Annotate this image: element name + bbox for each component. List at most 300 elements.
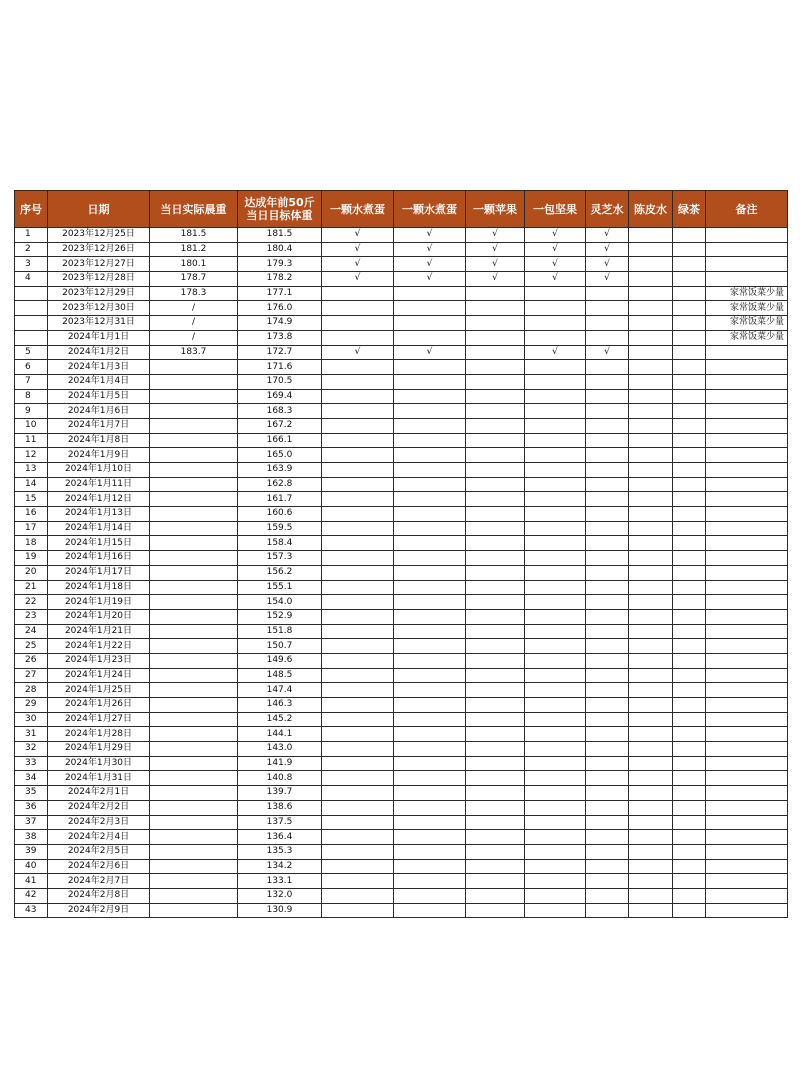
cell-green-tea [673,859,706,874]
cell-boiled-egg-1: √ [322,228,394,243]
table-row [15,272,788,287]
cell-lingzhi-water [586,595,629,610]
cell-boiled-egg-2 [394,624,466,639]
header-boiled-egg-1: 一颗水煮蛋 [322,191,394,228]
cell-boiled-egg-2 [394,595,466,610]
cell-green-tea [673,815,706,830]
cell-green-tea [673,668,706,683]
cell-boiled-egg-1: √ [322,242,394,257]
cell-nuts [525,433,586,448]
cell-nuts [525,521,586,536]
cell-date: 2024年1月21日 [48,624,150,639]
cell-boiled-egg-1 [322,360,394,375]
cell-date: 2024年1月7日 [48,418,150,433]
cell-apple [466,565,525,580]
cell-boiled-egg-1 [322,301,394,316]
cell-target-weight: 137.5 [238,815,322,830]
cell-tangerine-peel-water [629,389,673,404]
cell-date: 2024年1月13日 [48,507,150,522]
cell-seq: 16 [15,507,48,522]
cell-seq: 41 [15,874,48,889]
cell-tangerine-peel-water [629,639,673,654]
table-row [15,653,788,668]
cell-boiled-egg-1: √ [322,272,394,287]
cell-note [706,389,788,404]
cell-target-weight: 179.3 [238,257,322,272]
cell-date: 2023年12月30日 [48,301,150,316]
cell-target-weight: 156.2 [238,565,322,580]
cell-lingzhi-water [586,771,629,786]
cell-green-tea [673,653,706,668]
cell-boiled-egg-1 [322,771,394,786]
cell-nuts [525,668,586,683]
cell-apple [466,609,525,624]
cell-date: 2024年1月23日 [48,653,150,668]
cell-actual-weight [150,448,238,463]
cell-boiled-egg-2 [394,800,466,815]
table-row [15,316,788,331]
cell-target-weight: 136.4 [238,830,322,845]
cell-actual-weight [150,830,238,845]
cell-green-tea [673,683,706,698]
cell-tangerine-peel-water [629,418,673,433]
cell-tangerine-peel-water [629,492,673,507]
cell-nuts [525,551,586,566]
cell-target-weight: 165.0 [238,448,322,463]
cell-nuts [525,815,586,830]
cell-target-weight: 130.9 [238,903,322,918]
cell-nuts: √ [525,257,586,272]
cell-boiled-egg-2 [394,668,466,683]
cell-tangerine-peel-water [629,742,673,757]
cell-note [706,888,788,903]
cell-boiled-egg-2 [394,830,466,845]
cell-actual-weight [150,463,238,478]
header-green-tea: 绿茶 [673,191,706,228]
cell-actual-weight: 180.1 [150,257,238,272]
cell-seq: 31 [15,727,48,742]
cell-actual-weight [150,888,238,903]
cell-date: 2024年2月3日 [48,815,150,830]
cell-note [706,374,788,389]
cell-tangerine-peel-water [629,448,673,463]
cell-apple [466,653,525,668]
cell-date: 2024年1月29日 [48,742,150,757]
cell-seq: 9 [15,404,48,419]
cell-actual-weight [150,477,238,492]
cell-lingzhi-water [586,463,629,478]
cell-seq: 43 [15,903,48,918]
cell-date: 2024年1月14日 [48,521,150,536]
cell-green-tea [673,830,706,845]
cell-green-tea [673,609,706,624]
cell-apple [466,815,525,830]
cell-green-tea [673,389,706,404]
table-row [15,404,788,419]
table-row [15,389,788,404]
cell-apple [466,477,525,492]
cell-note [706,844,788,859]
cell-green-tea [673,448,706,463]
cell-nuts [525,874,586,889]
cell-green-tea [673,272,706,287]
cell-tangerine-peel-water [629,463,673,478]
cell-actual-weight [150,433,238,448]
cell-boiled-egg-1 [322,433,394,448]
cell-note [706,360,788,375]
cell-seq: 20 [15,565,48,580]
cell-tangerine-peel-water [629,786,673,801]
cell-actual-weight [150,374,238,389]
table-row [15,786,788,801]
cell-note [706,463,788,478]
cell-nuts [525,477,586,492]
cell-note [706,536,788,551]
cell-boiled-egg-2 [394,580,466,595]
cell-boiled-egg-2: √ [394,345,466,360]
cell-actual-weight [150,404,238,419]
table-row [15,536,788,551]
cell-actual-weight [150,639,238,654]
cell-target-weight: 176.0 [238,301,322,316]
cell-nuts [525,286,586,301]
cell-target-weight: 178.2 [238,272,322,287]
cell-nuts [525,624,586,639]
cell-nuts [525,653,586,668]
table-row [15,874,788,889]
cell-seq: 10 [15,418,48,433]
cell-seq: 13 [15,463,48,478]
cell-actual-weight: / [150,301,238,316]
cell-target-weight: 160.6 [238,507,322,522]
cell-boiled-egg-1 [322,698,394,713]
cell-boiled-egg-1 [322,683,394,698]
cell-actual-weight [150,859,238,874]
table-row [15,242,788,257]
cell-nuts [525,463,586,478]
table-row [15,624,788,639]
cell-boiled-egg-1: √ [322,345,394,360]
cell-seq [15,301,48,316]
cell-nuts [525,903,586,918]
cell-tangerine-peel-water [629,888,673,903]
cell-nuts [525,756,586,771]
cell-boiled-egg-2 [394,536,466,551]
cell-green-tea [673,330,706,345]
cell-note [706,771,788,786]
cell-boiled-egg-2 [394,448,466,463]
cell-target-weight: 159.5 [238,521,322,536]
cell-tangerine-peel-water [629,242,673,257]
cell-green-tea [673,463,706,478]
cell-lingzhi-water [586,360,629,375]
cell-boiled-egg-1 [322,815,394,830]
cell-tangerine-peel-water [629,551,673,566]
table-row [15,609,788,624]
cell-boiled-egg-2 [394,698,466,713]
cell-tangerine-peel-water [629,683,673,698]
cell-nuts [525,580,586,595]
table-row [15,286,788,301]
cell-lingzhi-water [586,374,629,389]
table-row [15,360,788,375]
cell-date: 2024年1月8日 [48,433,150,448]
cell-nuts [525,771,586,786]
cell-lingzhi-water [586,521,629,536]
cell-green-tea [673,742,706,757]
cell-tangerine-peel-water [629,653,673,668]
cell-target-weight: 148.5 [238,668,322,683]
cell-date: 2024年2月2日 [48,800,150,815]
cell-green-tea [673,698,706,713]
cell-tangerine-peel-water [629,565,673,580]
cell-apple [466,433,525,448]
cell-note [706,815,788,830]
table-row [15,771,788,786]
cell-tangerine-peel-water [629,830,673,845]
cell-green-tea [673,374,706,389]
cell-boiled-egg-1 [322,418,394,433]
cell-apple [466,301,525,316]
cell-lingzhi-water: √ [586,345,629,360]
cell-nuts [525,301,586,316]
cell-boiled-egg-1 [322,463,394,478]
cell-note [706,859,788,874]
cell-boiled-egg-1 [322,595,394,610]
cell-date: 2024年1月4日 [48,374,150,389]
cell-boiled-egg-1 [322,624,394,639]
cell-target-weight: 171.6 [238,360,322,375]
cell-tangerine-peel-water [629,859,673,874]
cell-nuts [525,389,586,404]
cell-boiled-egg-1 [322,639,394,654]
cell-note [706,492,788,507]
cell-tangerine-peel-water [629,903,673,918]
cell-date: 2024年1月3日 [48,360,150,375]
cell-boiled-egg-2: √ [394,272,466,287]
cell-actual-weight: 178.7 [150,272,238,287]
cell-apple [466,404,525,419]
cell-boiled-egg-2 [394,903,466,918]
cell-actual-weight [150,492,238,507]
cell-target-weight: 169.4 [238,389,322,404]
cell-tangerine-peel-water [629,330,673,345]
table-row [15,507,788,522]
cell-boiled-egg-1 [322,874,394,889]
cell-note: 家常饭菜少量 [706,330,788,345]
cell-boiled-egg-1 [322,609,394,624]
cell-note [706,345,788,360]
cell-note: 家常饭菜少量 [706,316,788,331]
cell-nuts [525,698,586,713]
cell-note [706,874,788,889]
cell-note [706,668,788,683]
cell-apple [466,668,525,683]
table-row [15,330,788,345]
cell-boiled-egg-1 [322,330,394,345]
cell-green-tea [673,418,706,433]
cell-target-weight: 145.2 [238,712,322,727]
cell-boiled-egg-2 [394,404,466,419]
cell-green-tea [673,595,706,610]
weight-tracking-table [14,190,788,918]
cell-lingzhi-water [586,536,629,551]
cell-lingzhi-water [586,903,629,918]
cell-apple [466,771,525,786]
table-row [15,859,788,874]
cell-boiled-egg-1 [322,448,394,463]
cell-lingzhi-water [586,888,629,903]
cell-seq [15,286,48,301]
cell-tangerine-peel-water [629,272,673,287]
table-row [15,903,788,918]
cell-note [706,433,788,448]
cell-apple [466,888,525,903]
cell-date: 2024年1月2日 [48,345,150,360]
cell-seq: 36 [15,800,48,815]
cell-lingzhi-water [586,507,629,522]
cell-tangerine-peel-water [629,360,673,375]
cell-boiled-egg-2 [394,316,466,331]
cell-actual-weight [150,815,238,830]
cell-seq: 22 [15,595,48,610]
cell-apple [466,389,525,404]
cell-green-tea [673,712,706,727]
cell-note [706,272,788,287]
cell-actual-weight [150,653,238,668]
cell-date: 2024年2月8日 [48,888,150,903]
cell-apple [466,463,525,478]
cell-green-tea [673,301,706,316]
table-row [15,683,788,698]
cell-boiled-egg-2 [394,874,466,889]
cell-target-weight: 141.9 [238,756,322,771]
table-row [15,374,788,389]
cell-apple: √ [466,272,525,287]
cell-boiled-egg-2 [394,551,466,566]
cell-apple [466,903,525,918]
cell-lingzhi-water [586,698,629,713]
cell-date: 2024年1月12日 [48,492,150,507]
cell-apple [466,683,525,698]
cell-apple [466,727,525,742]
cell-boiled-egg-1 [322,653,394,668]
cell-target-weight: 170.5 [238,374,322,389]
cell-tangerine-peel-water [629,595,673,610]
cell-target-weight: 155.1 [238,580,322,595]
cell-nuts [525,316,586,331]
cell-actual-weight [150,800,238,815]
cell-apple [466,595,525,610]
cell-boiled-egg-1 [322,580,394,595]
cell-boiled-egg-1 [322,536,394,551]
cell-boiled-egg-2 [394,507,466,522]
cell-note: 家常饭菜少量 [706,286,788,301]
cell-apple [466,492,525,507]
cell-lingzhi-water [586,492,629,507]
cell-green-tea [673,771,706,786]
cell-note [706,521,788,536]
cell-date: 2024年2月7日 [48,874,150,889]
cell-actual-weight [150,565,238,580]
cell-seq: 29 [15,698,48,713]
cell-seq: 33 [15,756,48,771]
cell-boiled-egg-2 [394,859,466,874]
cell-note [706,903,788,918]
cell-boiled-egg-2 [394,286,466,301]
header-notes: 备注 [706,191,788,228]
cell-actual-weight [150,551,238,566]
header-lingzhi-water: 灵芝水 [586,191,629,228]
cell-date: 2024年2月4日 [48,830,150,845]
cell-boiled-egg-1 [322,492,394,507]
cell-target-weight: 134.2 [238,859,322,874]
cell-lingzhi-water [586,316,629,331]
cell-lingzhi-water [586,624,629,639]
table-row [15,301,788,316]
cell-boiled-egg-2 [394,565,466,580]
cell-green-tea [673,727,706,742]
cell-actual-weight [150,771,238,786]
cell-target-weight: 151.8 [238,624,322,639]
cell-actual-weight [150,389,238,404]
cell-nuts [525,418,586,433]
cell-date: 2024年1月22日 [48,639,150,654]
cell-boiled-egg-2 [394,888,466,903]
cell-tangerine-peel-water [629,536,673,551]
cell-boiled-egg-2 [394,771,466,786]
cell-apple: √ [466,257,525,272]
cell-green-tea [673,492,706,507]
cell-nuts [525,712,586,727]
cell-tangerine-peel-water [629,756,673,771]
cell-tangerine-peel-water [629,580,673,595]
cell-boiled-egg-1 [322,551,394,566]
table-row [15,815,788,830]
table-row [15,668,788,683]
cell-boiled-egg-1 [322,786,394,801]
cell-target-weight: 158.4 [238,536,322,551]
cell-target-weight: 180.4 [238,242,322,257]
cell-seq: 25 [15,639,48,654]
cell-nuts [525,888,586,903]
cell-seq: 11 [15,433,48,448]
cell-lingzhi-water [586,653,629,668]
cell-actual-weight: 178.3 [150,286,238,301]
cell-seq [15,330,48,345]
cell-date: 2024年2月1日 [48,786,150,801]
header-tangerine-peel-water: 陈皮水 [629,191,673,228]
cell-target-weight: 139.7 [238,786,322,801]
cell-actual-weight [150,683,238,698]
table-row [15,492,788,507]
cell-nuts [525,859,586,874]
cell-lingzhi-water [586,404,629,419]
table-row [15,228,788,243]
cell-note [706,580,788,595]
cell-note [706,595,788,610]
table-row [15,595,788,610]
cell-tangerine-peel-water [629,844,673,859]
cell-note [706,683,788,698]
cell-boiled-egg-2 [394,463,466,478]
cell-tangerine-peel-water [629,228,673,243]
cell-nuts [525,565,586,580]
header-target-weight: 达成年前50斤 当日目标体重 [238,191,322,228]
cell-seq: 34 [15,771,48,786]
cell-lingzhi-water [586,565,629,580]
cell-boiled-egg-2 [394,727,466,742]
